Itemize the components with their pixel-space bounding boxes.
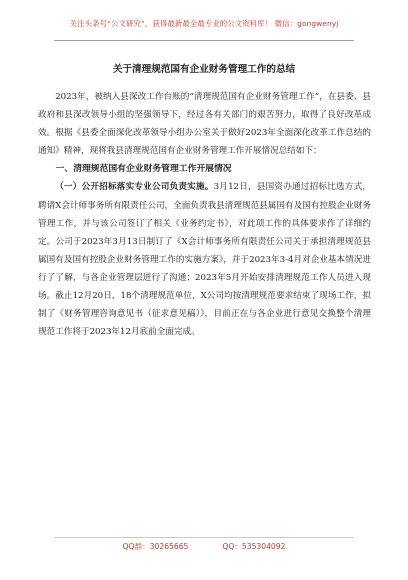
intro-paragraph: 2023年，被纳入县深改工作台账的“清理规范国有企业财务管理工作”，在县委、县政府和县深改领导小组的坚强领导下，经过各有关部门的艰苦努力，取得了良好改革成效。根据《县委全面深化改革领导小组办公室关于做好2023年全面深化改革工作总结的通知》精神，现将我县清理规范国有企业财务管理工作开展情况总结如下： (38, 92, 371, 157)
header-divider (54, 40, 354, 41)
subsection-paragraph (38, 178, 371, 341)
document-title: 关于清理规范国有企业财务管理工作的总结 (112, 64, 296, 75)
qq-text: QQ：535304092 (222, 542, 286, 551)
header-banner: 关注头条号“公文研究”，获得最新最全最专业的公文资料库！ 微信：gongwenyj (69, 19, 339, 28)
qq-group-text: QQ群：30265665 (122, 542, 189, 551)
footer-divider (54, 537, 354, 538)
document-body (38, 88, 371, 341)
footer-contact (24, 541, 384, 552)
subsection-text: 3月12日，县国资办通过招标比选方式，聘请X会计师事务所有限责任公司，全面负责我县清理规范县属国有及国有控股企业财务管理工作，并与该公司签订了相关《业务约定书》，对此项工作的具体要求作了详细约定。公司于2023年3月13日制订了《X会计师事务所有限责任公司关于承担清理规范县属国有及国有控股企业财务管理工作的实施方案》，并于2023年3-4月对企业基本情况进行了了解，与各企业管理层进行了沟通；2023年5月开始安排清理规范工作人员进入现场。截止12月20日，18个清理规范单位，X公司均按清理规范要求结束了现场工作，拟制了《财务管理咨询意见书（征求意见稿）》，目前正在与各企业进行意见交换整个清理规范工作将于2023年12月底前全面完成。 (38, 182, 371, 338)
document-page (24, 0, 384, 580)
subsection-heading: （一）公开招标落实专业公司负责实施。 (55, 182, 214, 193)
section-heading: 一、清理规范国有企业财务管理工作开展情况 (55, 164, 232, 175)
